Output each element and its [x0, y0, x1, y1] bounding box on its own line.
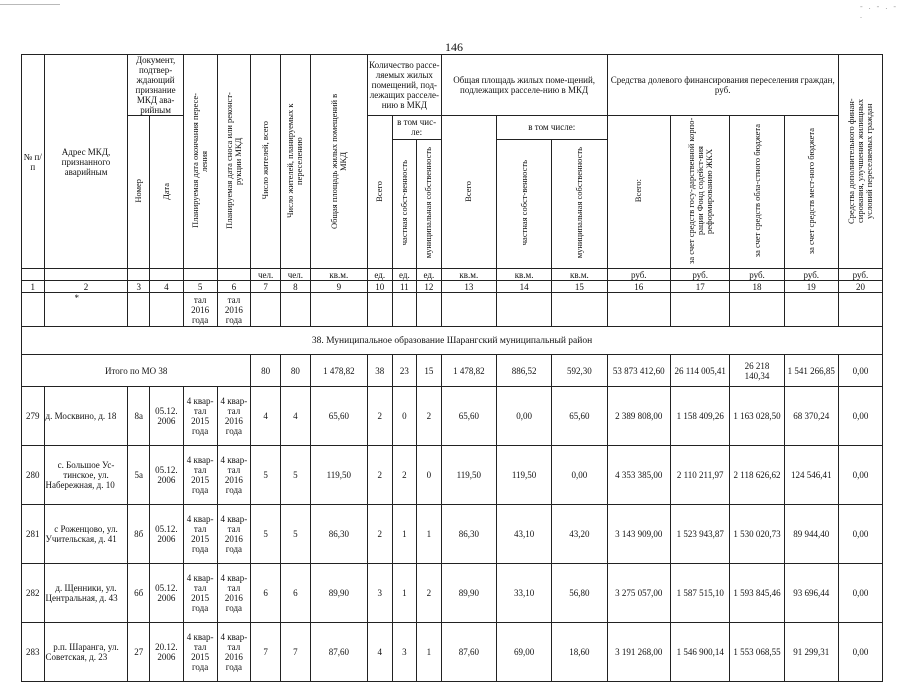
column-number: 8: [280, 281, 310, 293]
row-area-private: 0,00: [496, 387, 551, 446]
row-additional: 0,00: [838, 446, 882, 505]
header-area-private-text: частная собст-венность: [518, 160, 529, 246]
header-area-municipal: [552, 139, 607, 268]
carryover-planned-demolition: тал 2016 года: [217, 293, 251, 327]
resettlement-register-table: [21, 54, 883, 682]
total-funds-local: 1 541 266,85: [784, 355, 838, 387]
row-planned-demolition: 4 квар-тал 2016 года: [217, 387, 251, 446]
row-planned-demolition: 4 квар-тал 2016 года: [217, 564, 251, 623]
unit-cell: [149, 269, 183, 281]
row-funds-region: 1 553 068,55: [730, 623, 784, 682]
row-residents-planned: 6: [280, 564, 310, 623]
header-rooms-municipal-text: муниципальная собственность: [423, 147, 434, 259]
row-rooms-total: 3: [368, 564, 393, 623]
column-number: 18: [730, 281, 784, 293]
unit-cell: чел.: [251, 269, 281, 281]
column-number: 3: [128, 281, 149, 293]
unit-cell: руб.: [730, 269, 784, 281]
header-planned-end-text: Планируемая дата окончания пересе-ления: [190, 93, 210, 228]
table-row: [22, 387, 883, 446]
column-number: 9: [310, 281, 367, 293]
carryover-cell: [149, 293, 183, 327]
unit-cell: ед.: [392, 269, 417, 281]
header-doc-date-text: Дата: [160, 182, 171, 200]
section-title: 38. Муниципальное образование Шарангский муниципальный район: [22, 327, 883, 355]
table-row: [22, 564, 883, 623]
row-additional: 0,00: [838, 387, 882, 446]
unit-cell: кв.м.: [441, 269, 496, 281]
header-area-municipal-text: муниципальная собственность: [573, 147, 584, 259]
row-funds-fund: 1 523 943,87: [671, 505, 730, 564]
row-rooms-total: 2: [368, 446, 393, 505]
header-funds-region: [730, 116, 784, 269]
row-residents-planned: 5: [280, 446, 310, 505]
row-address: д. Щенники, ул. Центральная, д. 43: [44, 564, 128, 623]
header-area-group: Общая площадь жилых поме-щений, подлежащих расселе-нию в МКД: [441, 55, 607, 116]
row-doc-date: 05.12. 2006: [149, 387, 183, 446]
row-doc-number: 6б: [128, 564, 149, 623]
column-number: 1: [22, 281, 45, 293]
row-rooms-total: 2: [368, 505, 393, 564]
total-area-total: 1 478,82: [441, 355, 496, 387]
row-area-private: 69,00: [496, 623, 551, 682]
row-funds-local: 68 370,24: [784, 387, 838, 446]
unit-cell: [217, 269, 251, 281]
row-total-area: 86,30: [310, 505, 367, 564]
column-number: 4: [149, 281, 183, 293]
row-planned-end: 4 квар-тал 2015 года: [183, 387, 217, 446]
unit-cell: кв.м.: [496, 269, 551, 281]
row-residents-planned: 7: [280, 623, 310, 682]
header-funds-local: [784, 116, 838, 269]
header-funds-local-text: за счет средств мест-ного бюджета: [805, 127, 816, 255]
row-funds-fund: 1 587 515,10: [671, 564, 730, 623]
table-row: [22, 446, 883, 505]
header-rooms-total-text: Всего: [374, 180, 385, 202]
row-funds-total: 3 143 909,00: [607, 505, 670, 564]
row-doc-date: 05.12. 2006: [149, 446, 183, 505]
row-doc-number: 27: [128, 623, 149, 682]
total-residents-total: 80: [251, 355, 281, 387]
carryover-cell: [671, 293, 730, 327]
total-rooms-total: 38: [368, 355, 393, 387]
row-planned-end: 4 квар-тал 2015 года: [183, 505, 217, 564]
column-number: 7: [251, 281, 281, 293]
column-number: 12: [417, 281, 442, 293]
row-address: с Роженцово, ул. Учительская, д. 41: [44, 505, 128, 564]
row-funds-fund: 2 110 211,97: [671, 446, 730, 505]
row-planned-end: 4 квар-тал 2015 года: [183, 446, 217, 505]
unit-cell: ед.: [368, 269, 393, 281]
row-rooms-municipal: 2: [417, 564, 442, 623]
row-area-municipal: 43,20: [552, 505, 607, 564]
row-funds-fund: 1 546 900,14: [671, 623, 730, 682]
row-rooms-private: 3: [392, 623, 417, 682]
total-residents-planned: 80: [280, 355, 310, 387]
unit-cell: [22, 269, 45, 281]
header-funds-region-text: за счет средств обла-стного бюджета: [751, 124, 762, 258]
scan-edge-line-left: [0, 4, 60, 5]
header-residents-planned: [280, 55, 310, 269]
row-funds-local: 91 299,31: [784, 623, 838, 682]
total-funds-region: 26 218 140,34: [730, 355, 784, 387]
row-area-municipal: 56,80: [552, 564, 607, 623]
header-area-incl: в том числе:: [496, 116, 607, 140]
row-funds-total: 3 275 057,00: [607, 564, 670, 623]
header-rooms-municipal: [417, 139, 442, 268]
header-doc-number: [128, 116, 149, 269]
row-rooms-private: 1: [392, 505, 417, 564]
table-row: [22, 505, 883, 564]
column-number: 2: [44, 281, 128, 293]
carryover-cell: [22, 293, 45, 327]
carryover-cell: [496, 293, 551, 327]
header-rooms-incl: в том чис-ле:: [392, 116, 441, 140]
header-additional-text: Средства дополнительного финан-сирования, улучшения жилищных условий переселяемых граждан: [845, 97, 874, 224]
column-number: 16: [607, 281, 670, 293]
section-row: [22, 327, 883, 355]
row-additional: 0,00: [838, 505, 882, 564]
row-area-total: 89,90: [441, 564, 496, 623]
column-number: 17: [671, 281, 730, 293]
header-funds-group: Средства долевого финансирования переселения граждан, руб.: [607, 55, 838, 116]
carryover-cell: [310, 293, 367, 327]
row-funds-total: 4 353 385,00: [607, 446, 670, 505]
header-planned-demolition: [217, 55, 251, 269]
row-doc-number: 8а: [128, 387, 149, 446]
scan-edge-mark: - . - . - .: [860, 2, 898, 20]
header-funds-fund: [671, 116, 730, 269]
row-funds-region: 1 530 020,73: [730, 505, 784, 564]
row-rooms-private: 2: [392, 446, 417, 505]
unit-cell: кв.м.: [310, 269, 367, 281]
carryover-cell: [784, 293, 838, 327]
row-rooms-total: 2: [368, 387, 393, 446]
unit-cell: руб.: [671, 269, 730, 281]
row-funds-local: 124 546,41: [784, 446, 838, 505]
row-address: р.п. Шаранга, ул. Советская, д. 23: [44, 623, 128, 682]
units-row: [22, 269, 883, 281]
row-area-total: 119,50: [441, 446, 496, 505]
row-funds-local: 89 944,40: [784, 505, 838, 564]
row-area-municipal: 65,60: [552, 387, 607, 446]
carryover-cell: [552, 293, 607, 327]
row-area-private: 119,50: [496, 446, 551, 505]
carryover-mark-text: *: [74, 293, 80, 303]
header-funds-total-text: Всего:: [633, 179, 644, 203]
row-area-total: 87,60: [441, 623, 496, 682]
unit-cell: руб.: [784, 269, 838, 281]
row-total-area: 87,60: [310, 623, 367, 682]
row-funds-local: 93 696,44: [784, 564, 838, 623]
total-funds-total: 53 873 412,60: [607, 355, 670, 387]
header-doc-number-text: Номер: [133, 179, 144, 203]
total-area-municipal: 592,30: [552, 355, 607, 387]
total-funds-fund: 26 114 005,41: [671, 355, 730, 387]
row-rooms-private: 0: [392, 387, 417, 446]
row-residents-planned: 4: [280, 387, 310, 446]
row-funds-total: 3 191 268,00: [607, 623, 670, 682]
row-total-area: 119,50: [310, 446, 367, 505]
row-total-area: 65,60: [310, 387, 367, 446]
row-planned-demolition: 4 квар-тал 2016 года: [217, 446, 251, 505]
header-area-total-text: Всего: [463, 180, 474, 202]
table-row: [22, 623, 883, 682]
header-rooms-private: [392, 139, 417, 268]
carryover-cell: [392, 293, 417, 327]
row-residents-planned: 5: [280, 505, 310, 564]
header-rooms-total: [368, 116, 393, 269]
row-additional: 0,00: [838, 623, 882, 682]
row-rooms-municipal: 0: [417, 446, 442, 505]
total-area-private: 886,52: [496, 355, 551, 387]
row-address: с. Большое Ус-тинское, ул. Набережная, д. 10: [44, 446, 128, 505]
column-number: 10: [368, 281, 393, 293]
unit-cell: руб.: [607, 269, 670, 281]
row-rooms-municipal: 2: [417, 387, 442, 446]
header-address: Адрес МКД, признанного аварийным: [44, 55, 128, 269]
row-residents-total: 4: [251, 387, 281, 446]
row-num: 283: [22, 623, 45, 682]
row-area-total: 86,30: [441, 505, 496, 564]
total-additional: 0,00: [838, 355, 882, 387]
total-label: Итого по МО 38: [22, 355, 251, 387]
header-planned-demolition-text: Планируемая дата сноса или реконст-рукции МКД: [223, 92, 243, 229]
header-funds-fund-text: за счет средств госу-дарственной корпо-рации Фонд содейст-вия реформированию ЖКХ: [685, 117, 714, 265]
row-additional: 0,00: [838, 564, 882, 623]
row-rooms-total: 4: [368, 623, 393, 682]
row-rooms-private: 1: [392, 564, 417, 623]
row-planned-demolition: 4 квар-тал 2016 года: [217, 623, 251, 682]
carryover-cell: [128, 293, 149, 327]
column-number: 13: [441, 281, 496, 293]
header-residents-planned-text: Число жителей, планируемых к переселению: [285, 103, 305, 218]
column-number: 11: [392, 281, 417, 293]
header-area-private: [496, 139, 551, 268]
unit-cell: [128, 269, 149, 281]
header-rooms-group: Количество рассе-ляемых жилых помещений, под-лежащих расселе-нию в МКД: [368, 55, 442, 116]
row-area-municipal: 0,00: [552, 446, 607, 505]
unit-cell: [44, 269, 128, 281]
row-funds-region: 2 118 626,62: [730, 446, 784, 505]
column-number: 15: [552, 281, 607, 293]
carryover-cell: [441, 293, 496, 327]
row-residents-total: 5: [251, 446, 281, 505]
row-address: д. Москвино, д. 18: [44, 387, 128, 446]
unit-cell: кв.м.: [552, 269, 607, 281]
unit-cell: ед.: [417, 269, 442, 281]
row-num: 280: [22, 446, 45, 505]
unit-cell: руб.: [838, 269, 882, 281]
column-numbers-row: [22, 281, 883, 293]
header-document: Документ, подтвер-ждающий признание МКД ава-рийным: [128, 55, 183, 116]
row-doc-date: 20.12. 2006: [149, 623, 183, 682]
carryover-cell: [368, 293, 393, 327]
row-planned-end: 4 квар-тал 2015 года: [183, 623, 217, 682]
unit-cell: чел.: [280, 269, 310, 281]
row-funds-region: 1 163 028,50: [730, 387, 784, 446]
header-additional: [838, 55, 882, 269]
carryover-cell: [730, 293, 784, 327]
row-area-private: 43,10: [496, 505, 551, 564]
header-planned-end: [183, 55, 217, 269]
row-rooms-municipal: 1: [417, 505, 442, 564]
row-doc-date: 05.12. 2006: [149, 564, 183, 623]
carryover-cell: [607, 293, 670, 327]
header-num: № п/п: [22, 55, 45, 269]
carryover-planned-end: тал 2016 года: [183, 293, 217, 327]
header-rooms-private-text: частная собст-венность: [398, 160, 409, 246]
row-residents-total: 6: [251, 564, 281, 623]
row-num: 281: [22, 505, 45, 564]
header-doc-date: [149, 116, 183, 269]
row-area-private: 33,10: [496, 564, 551, 623]
total-row: [22, 355, 883, 387]
row-planned-demolition: 4 квар-тал 2016 года: [217, 505, 251, 564]
row-area-municipal: 18,60: [552, 623, 607, 682]
page-number: 146: [445, 40, 463, 54]
row-residents-total: 7: [251, 623, 281, 682]
total-rooms-municipal: 15: [417, 355, 442, 387]
header-residents-total-text: Число жителей, всего: [260, 121, 271, 200]
column-number: 20: [838, 281, 882, 293]
row-doc-number: 8б: [128, 505, 149, 564]
carryover-row: [22, 293, 883, 327]
row-total-area: 89,90: [310, 564, 367, 623]
column-number: 19: [784, 281, 838, 293]
row-funds-region: 1 593 845,46: [730, 564, 784, 623]
total-area: 1 478,82: [310, 355, 367, 387]
row-rooms-municipal: 1: [417, 623, 442, 682]
unit-cell: [183, 269, 217, 281]
carryover-cell: [838, 293, 882, 327]
row-planned-end: 4 квар-тал 2015 года: [183, 564, 217, 623]
carryover-cell: [251, 293, 281, 327]
header-area-total: [441, 116, 496, 269]
column-number: 5: [183, 281, 217, 293]
column-number: 6: [217, 281, 251, 293]
header-total-area: [310, 55, 367, 269]
row-area-total: 65,60: [441, 387, 496, 446]
header-funds-total: [607, 116, 670, 269]
row-funds-total: 2 389 808,00: [607, 387, 670, 446]
carryover-cell: [417, 293, 442, 327]
row-doc-number: 5а: [128, 446, 149, 505]
total-rooms-private: 23: [392, 355, 417, 387]
carryover-cell: [280, 293, 310, 327]
row-num: 282: [22, 564, 45, 623]
header-total-area-text: Общая площадь жилых помещений в МКД: [328, 92, 348, 229]
carryover-mark: [44, 293, 128, 327]
row-residents-total: 5: [251, 505, 281, 564]
row-num: 279: [22, 387, 45, 446]
row-doc-date: 05.12. 2006: [149, 505, 183, 564]
column-number: 14: [496, 281, 551, 293]
row-funds-fund: 1 158 409,26: [671, 387, 730, 446]
header-residents-total: [251, 55, 281, 269]
